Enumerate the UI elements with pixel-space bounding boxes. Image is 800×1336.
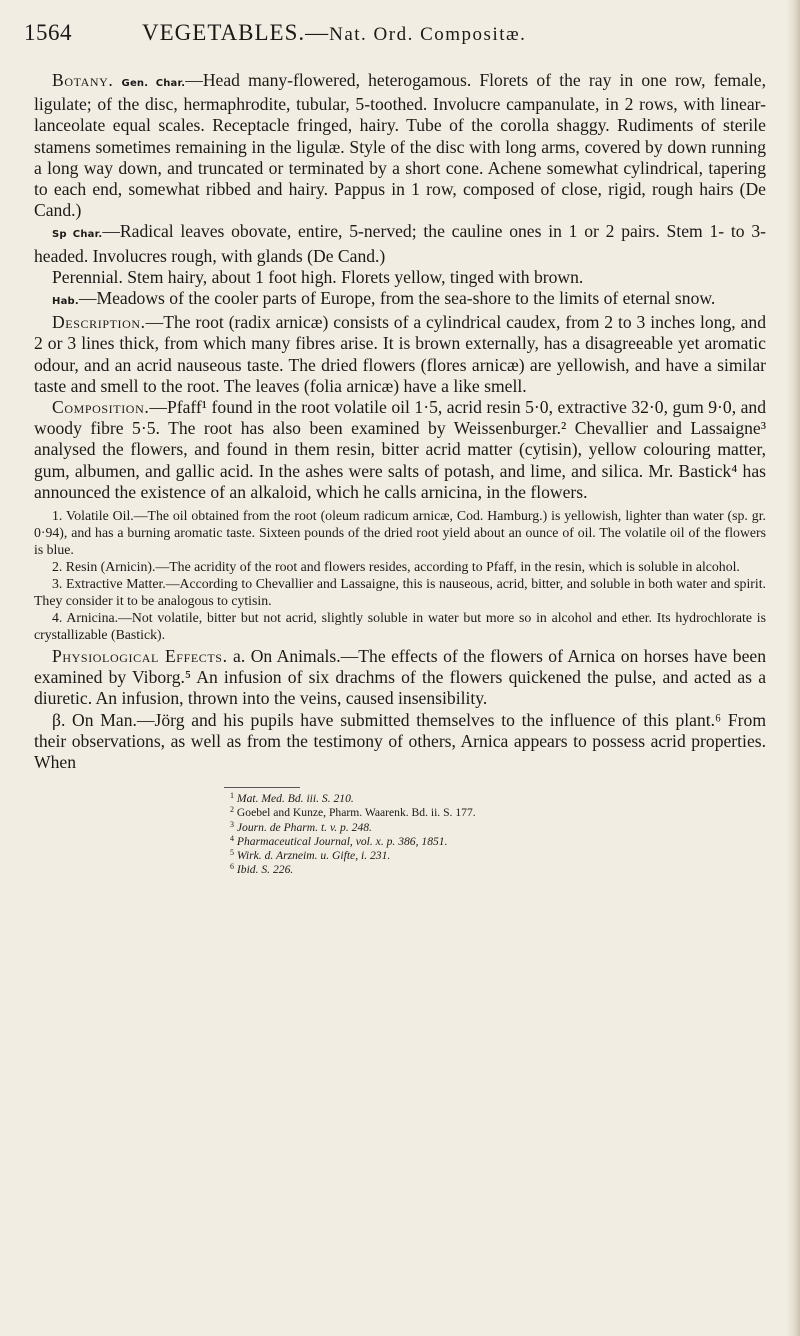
composition-notes <box>34 507 766 643</box>
description-paragraph: Description.—The root (radix arnicæ) consists of a cylindrical caudex, from 2 to 3 inches long, and 2 or 3 lines thick, from which many fibres arise. It is brown externally, has a disagreeable yet aromatic odour, and an acrid nauseous taste. The dried flowers (flores arnicæ) are yellowish, and have a similar taste and smell to the root. The leaves (folia arnicæ) have a like smell. <box>34 312 766 396</box>
physiological-effects-animals: Physiological Effects. a. On Animals.—The effects of the flowers of Arnica on horses have been examined by Viborg.⁵ An infusion of six drachms of the flowers quickened the pulse, and acted as a diuretic. An infusion, thrown into the veins, caused insensibility. <box>34 646 767 709</box>
perennial-paragraph: Perennial. Stem hairy, about 1 foot high. Florets yellow, tinged with brown. <box>52 266 584 287</box>
note-extractive-matter: 3. Extractive Matter.—According to Chevallier and Lassaigne, this is nauseous, acrid, bitter, and soluble in both water and spirit. They consider it to be analogous to cytisin. <box>34 576 766 609</box>
footnote: $^2$ Goebel and Kunze, Pharm. Waarenk. Bd. ii. S. 177. <box>230 805 476 820</box>
botany-paragraph: Botany. Gen. Char.—Head many-flowered, heterogamous. Florets of the ray in one row, female, ligulate; of the disc, hermaphrodite, tubular, 5-toothed. Involucre campanulate, in 2 rows, with linear-lanceolate equal scales. Receptacle fringed, hairy. Tube of the corolla shaggy. Rudiments of sterile stamens sometimes remaining in the ligulæ. Style of the disc with long arms, covered by down running a long way down, and truncated or terminated by a short cone. Achene somewhat cylindrical, tapering to each end, somewhat ribbed and hairy. Pappus in 1 row, composed of close, rigid, rough hairs (De Cand.) <box>34 70 766 221</box>
note-volatile-oil: 1. Volatile Oil.—The oil obtained from the root (oleum radicum arnicæ, Cod. Hamburg.) is yellowish, lighter than water (sp. gr. 0·94), and has a burning aromatic taste. Sixteen pounds of the dried root yield about an ounce of oil. The volatile oil of the flowers is blue. <box>34 508 766 558</box>
footnote: $^4$ Pharmaceutical Journal, vol. x. p. 386, 1851. <box>230 833 448 848</box>
page-edge-shadow <box>786 0 800 1336</box>
composition-paragraph: Composition.—Pfaff¹ found in the root volatile oil 1·5, acrid resin 5·0, extractive 32·0, gum 9·0, and woody fibre 5·5. The root has also been examined by Weissenburger.² Chevallier and Lassaigne³ analysed the flowers, and found in them resin, bitter acrid matter (cytisin), yellow colouring matter, gum, albumen, and gallic acid. In the ashes were salts of potash, and lime, and silica. Mr. Bastick⁴ has announced the existence of an alkaloid, which he calls arnicina, in the flowers. <box>34 397 766 502</box>
footnote: $^3$ Journ. de Pharm. t. v. p. 248. <box>230 819 372 834</box>
physiological-effects-man: β. On Man.—Jörg and his pupils have submitted themselves to the influence of this plant.⁶ From their observations, as well as from the testimony of others, Arnica appears to possess acrid properties. When <box>34 709 766 773</box>
footnote: $^1$ Mat. Med. Bd. iii. S. 210. <box>230 791 354 806</box>
page-number: 1564 <box>24 20 72 45</box>
page-header <box>24 20 760 50</box>
footnote-divider <box>224 787 300 788</box>
note-resin: 2. Resin (Arnicin).—The acridity of the root and flowers resides, according to Pfaff, in the resin, which is soluble in alcohol. <box>52 559 740 575</box>
footnotes <box>34 792 766 877</box>
footnote: $^6$ Ibid. S. 226. <box>230 862 294 877</box>
habitat-paragraph: Hab.—Meadows of the cooler parts of Europe, from the sea-shore to the limits of eternal snow. <box>52 288 716 309</box>
running-head: VEGETABLES.—Nat. Ord. Compositæ. <box>142 20 527 45</box>
page-body <box>34 70 766 878</box>
note-arnicina: 4. Arnicina.—Not volatile, bitter but not acrid, slightly soluble in water but more so in alcohol and ether. Its hydrochlorate is crystallizable (Bastick). <box>34 610 766 643</box>
species-character-paragraph: Sp Char.—Radical leaves obovate, entire, 5-nerved; the cauline ones in 1 or 2 pairs. Stem 1- to 3-headed. Involucres rough, with glands (De Cand.) <box>34 221 767 266</box>
footnote: $^5$ Wirk. d. Arzneim. u. Gifte, i. 231. <box>230 848 391 863</box>
